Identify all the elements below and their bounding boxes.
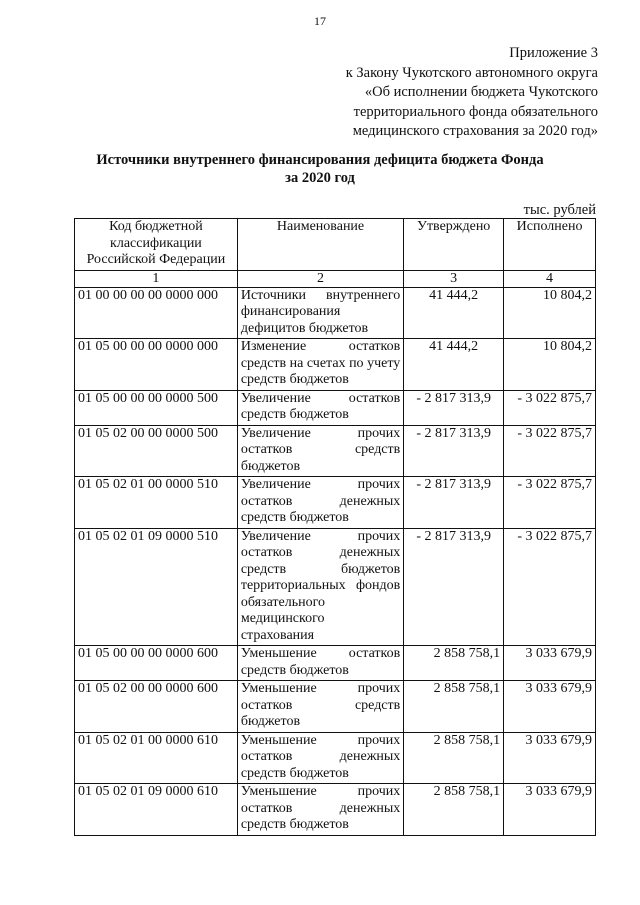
appendix-line: медицинского страхования за 2020 год» — [352, 123, 598, 139]
table-row — [75, 784, 596, 836]
executed-cell: - 3 022 875,7 — [504, 425, 596, 477]
table-row — [75, 732, 596, 784]
executed-cell: 10 804,2 — [504, 287, 596, 339]
executed-cell: 3 033 679,9 — [504, 784, 596, 836]
approved-cell: 2 858 758,1 — [404, 646, 504, 681]
table-row — [75, 477, 596, 529]
code-cell: 01 05 02 01 09 0000 510 — [75, 528, 238, 646]
table-row — [75, 425, 596, 477]
executed-cell: 3 033 679,9 — [504, 732, 596, 784]
executed-cell: 3 033 679,9 — [504, 681, 596, 733]
code-cell: 01 05 00 00 00 0000 000 — [75, 339, 238, 391]
executed-cell: 10 804,2 — [504, 339, 596, 391]
code-cell: 01 05 02 01 09 0000 610 — [75, 784, 238, 836]
code-cell: 01 05 02 00 00 0000 600 — [75, 681, 238, 733]
name-cell: Увеличение прочих остатков средств бюджетов — [237, 425, 403, 477]
executed-cell: - 3 022 875,7 — [504, 390, 596, 425]
appendix-header — [346, 44, 598, 142]
code-cell: 01 05 02 01 00 0000 610 — [75, 732, 238, 784]
code-cell: 01 05 02 00 00 0000 500 — [75, 425, 238, 477]
appendix-line: территориального фонда обязательного — [353, 103, 598, 120]
table-row — [75, 339, 596, 391]
approved-cell: - 2 817 313,9 — [404, 477, 504, 529]
executed-cell: - 3 022 875,7 — [504, 528, 596, 646]
column-number: 2 — [237, 270, 403, 287]
appendix-line: к Закону Чукотского автономного округа — [345, 64, 598, 81]
approved-cell: 41 444,2 — [404, 287, 504, 339]
code-cell: 01 00 00 00 00 0000 000 — [75, 287, 238, 339]
table-row — [75, 390, 596, 425]
approved-cell: 2 858 758,1 — [404, 681, 504, 733]
column-number: 1 — [75, 270, 238, 287]
executed-cell: 3 033 679,9 — [504, 646, 596, 681]
appendix-line: Приложение 3 — [509, 45, 598, 61]
header-code: Код бюджетной классификации Российской Федерации — [75, 219, 238, 271]
name-cell: Источники внутреннего финансирования дефицитов бюджетов — [237, 287, 403, 339]
approved-cell: - 2 817 313,9 — [404, 425, 504, 477]
code-cell: 01 05 00 00 00 0000 600 — [75, 646, 238, 681]
approved-cell: 2 858 758,1 — [404, 732, 504, 784]
approved-cell: - 2 817 313,9 — [404, 528, 504, 646]
name-cell: Увеличение остатков средств бюджетов — [237, 390, 403, 425]
header-executed: Исполнено — [504, 219, 596, 271]
name-cell: Увеличение прочих остатков денежных средств бюджетов — [237, 477, 403, 529]
approved-cell: 41 444,2 — [404, 339, 504, 391]
table-row — [75, 681, 596, 733]
table-row — [75, 528, 596, 646]
units-label: тыс. рублей — [523, 202, 596, 218]
header-approved: Утверждено — [404, 219, 504, 271]
name-cell: Увеличение прочих остатков денежных средств бюджетов территориальных фондов обязательного медицинского страхования — [237, 528, 403, 646]
financing-sources-table — [74, 218, 596, 836]
table-row — [75, 287, 596, 339]
executed-cell: - 3 022 875,7 — [504, 477, 596, 529]
name-cell: Изменение остатков средств на счетах по учету средств бюджетов — [237, 339, 403, 391]
name-cell: Уменьшение остатков средств бюджетов — [237, 646, 403, 681]
table-row — [75, 646, 596, 681]
column-number-row — [75, 270, 596, 287]
header-name: Наименование — [237, 219, 403, 271]
code-cell: 01 05 00 00 00 0000 500 — [75, 390, 238, 425]
name-cell: Уменьшение прочих остатков денежных средств бюджетов — [237, 732, 403, 784]
appendix-line: «Об исполнении бюджета Чукотского — [364, 84, 598, 100]
code-cell: 01 05 02 01 00 0000 510 — [75, 477, 238, 529]
title-line-2: за 2020 год — [285, 170, 355, 186]
document-title — [0, 151, 640, 187]
column-number: 3 — [404, 270, 504, 287]
approved-cell: 2 858 758,1 — [404, 784, 504, 836]
table-header-row — [75, 219, 596, 271]
page-number: 17 — [314, 14, 326, 28]
title-line-1: Источники внутреннего финансирования дефицита бюджета Фонда — [96, 152, 544, 168]
column-number: 4 — [504, 270, 596, 287]
approved-cell: - 2 817 313,9 — [404, 390, 504, 425]
name-cell: Уменьшение прочих остатков денежных средств бюджетов — [237, 784, 403, 836]
name-cell: Уменьшение прочих остатков средств бюджетов — [237, 681, 403, 733]
